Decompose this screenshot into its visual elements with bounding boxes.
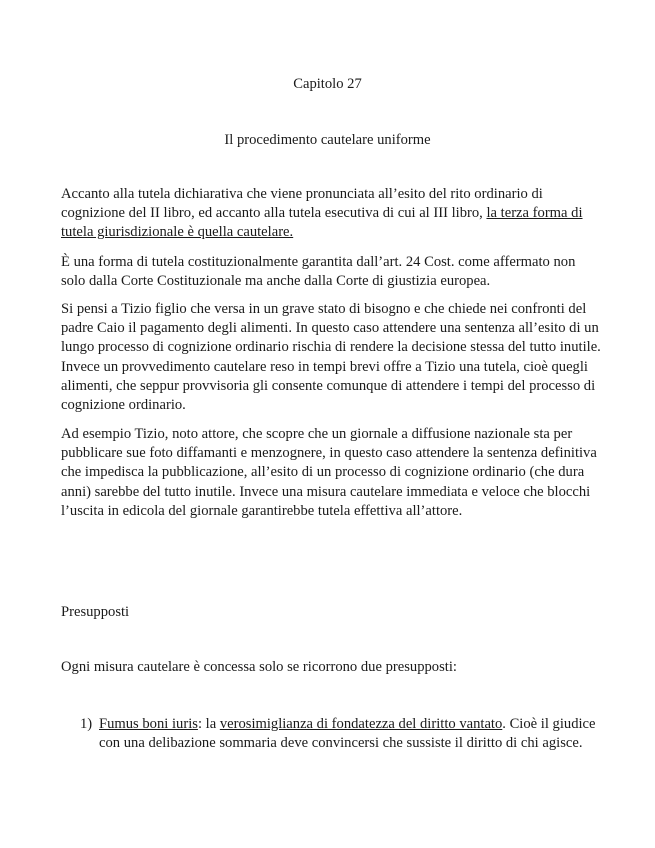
list-item-rest: . Cioè il giudice con una delibazione sommaria deve convincersi che sussiste il diritto di chi agisce. xyxy=(99,716,596,752)
chapter-title: Capitolo 27 xyxy=(293,76,362,92)
paragraph-intro-underlined: la terza forma di tutela giurisdizionale è quella cautelare. xyxy=(61,205,583,241)
list-item-definition: verosimiglianza di fondatezza del diritto vantato xyxy=(219,716,503,732)
list-item-body xyxy=(99,715,601,753)
paragraph-example-alimenti: Si pensi a Tizio figlio che versa in un grave stato di bisogno e che chiede nei confronti del padre Caio il pagamento degli alimenti. In questo caso attendere una sentenza all’esito di un lungo processo di cognizione ordinario rischia di rendere la decisione stessa del tutto inutile. Invece un provvedimento cautelare reso in tempi brevi offre a Tizio una tutela, cioè quegli alimenti, che seppur provvisoria gli consente comunque di attendere i tempi del processo di cognizione ordinario. xyxy=(61,301,601,414)
paragraph-intro-text: Accanto alla tutela dichiarativa che viene pronunciata all’esito del rito ordinario di cognizione del II libro, ed accanto alla tutela esecutiva di cui al III libro, xyxy=(61,186,543,222)
section-intro: Ogni misura cautelare è concessa solo se ricorrono due presupposti: xyxy=(61,659,457,675)
paragraph-example-attore: Ad esempio Tizio, noto attore, che scopre che un giornale a diffusione nazionale sta per pubblicare sue foto diffamanti e menzognere, in questo caso attendere la sentenza definitiva che impedisca la pubblicazione, all’esito di un processo di cognizione ordinario (che dura anni) sarebbe del tutto inutile. Invece una misura cautelare immediata e veloce che blocchi l’uscita in edicola del giornale garantirebbe tutela effettiva all’attore. xyxy=(61,426,597,519)
list-item-separator: : la xyxy=(197,716,220,732)
list-item-term: Fumus boni iuris xyxy=(99,716,198,732)
list-item-number: 1) xyxy=(80,716,93,732)
section-title: Presupposti xyxy=(61,604,130,620)
chapter-subtitle: Il procedimento cautelare uniforme xyxy=(224,132,431,148)
paragraph-intro xyxy=(61,185,601,243)
paragraph-constitutional: È una forma di tutela costituzionalmente garantita dall’art. 24 Cost. come affermato non solo dalla Corte Costituzionale ma anche dalla Corte di giustizia europea. xyxy=(61,254,576,290)
